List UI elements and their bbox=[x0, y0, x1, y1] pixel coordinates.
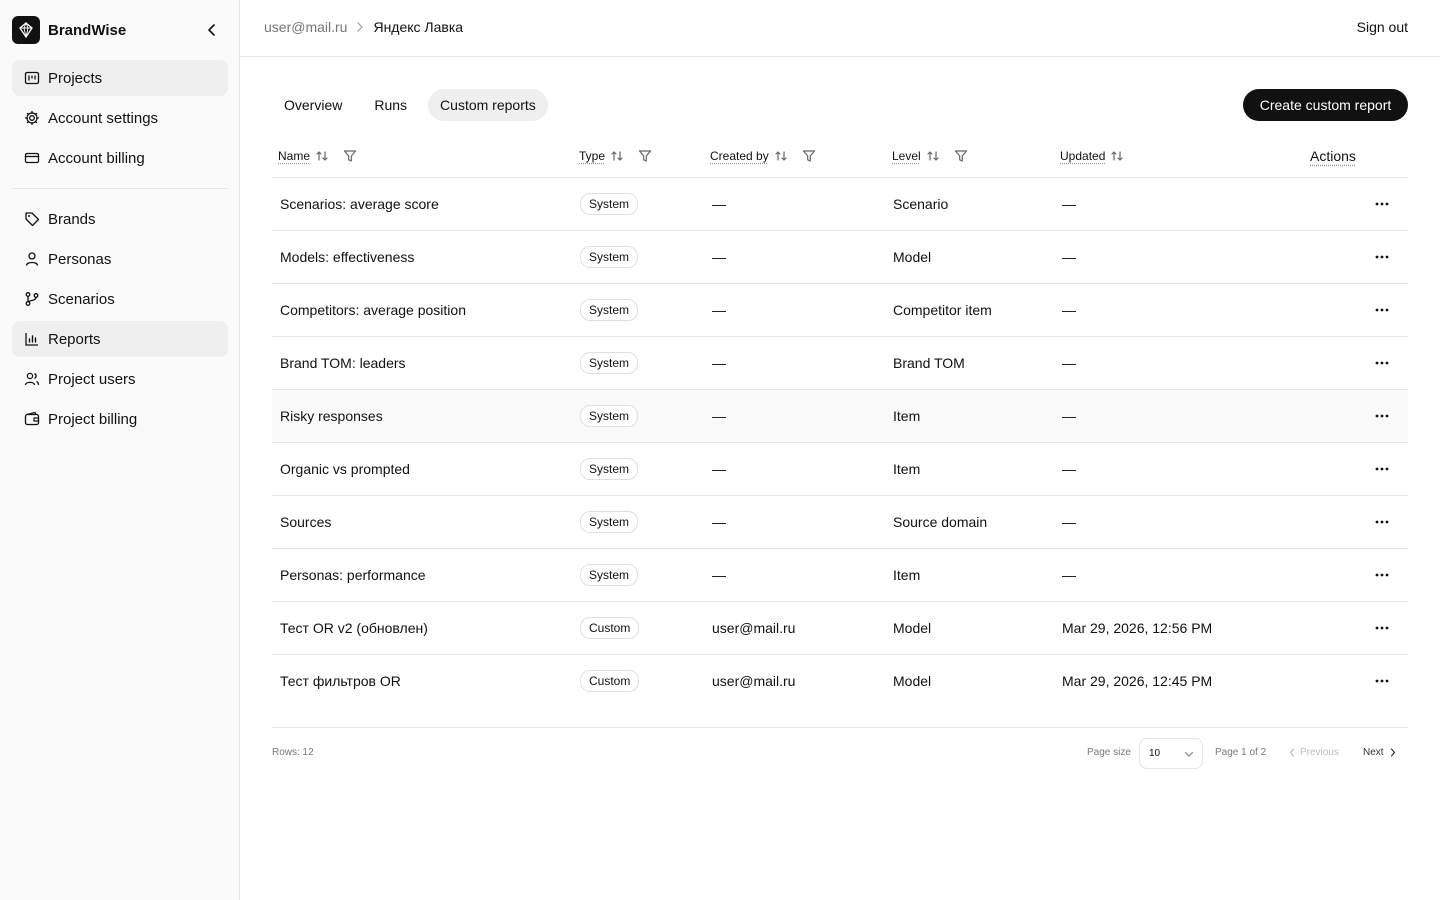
more-actions-icon[interactable] bbox=[1372, 247, 1392, 267]
report-name[interactable]: Scenarios: average score bbox=[280, 196, 439, 212]
sidebar-item-label: Scenarios bbox=[48, 290, 115, 308]
sidebar-item-label: Brands bbox=[48, 210, 96, 228]
filter-icon[interactable] bbox=[343, 149, 357, 163]
updated: — bbox=[1062, 196, 1076, 212]
report-name[interactable]: Sources bbox=[280, 514, 332, 530]
updated: Mar 29, 2026, 12:56 PM bbox=[1062, 620, 1213, 636]
column-header-level bbox=[892, 149, 968, 163]
sidebar-item-account-settings[interactable] bbox=[12, 100, 228, 136]
git-branch-icon bbox=[24, 291, 40, 307]
report-name[interactable]: Competitors: average position bbox=[280, 302, 466, 318]
sign-out-button[interactable]: Sign out bbox=[1356, 19, 1408, 35]
sort-icon[interactable] bbox=[315, 149, 329, 163]
filter-icon[interactable] bbox=[802, 149, 816, 163]
brand-header bbox=[12, 16, 228, 44]
type-badge: System bbox=[580, 511, 638, 533]
sidebar-item-project-billing[interactable] bbox=[12, 401, 228, 437]
collapse-sidebar-button[interactable] bbox=[202, 20, 222, 40]
filter-icon[interactable] bbox=[954, 149, 968, 163]
next-label: Next bbox=[1363, 747, 1384, 758]
top-bar bbox=[240, 0, 1440, 57]
sidebar-item-project-users[interactable] bbox=[12, 361, 228, 397]
more-actions-icon[interactable] bbox=[1372, 671, 1392, 691]
credit-card-icon bbox=[24, 150, 40, 166]
level: Model bbox=[893, 249, 932, 265]
projects-icon bbox=[24, 70, 40, 86]
column-header-name bbox=[278, 149, 357, 163]
created-by: user@mail.ru bbox=[712, 620, 796, 636]
level: Competitor item bbox=[893, 302, 992, 318]
more-actions-icon[interactable] bbox=[1372, 512, 1392, 532]
report-name[interactable]: Brand TOM: leaders bbox=[280, 355, 406, 371]
breadcrumb-user[interactable]: user@mail.ru bbox=[264, 19, 348, 35]
sidebar-item-account-billing[interactable] bbox=[12, 140, 228, 176]
sort-icon[interactable] bbox=[926, 149, 940, 163]
created-by: — bbox=[712, 461, 726, 477]
gear-icon bbox=[24, 110, 40, 126]
page-size-label: Page size bbox=[1087, 747, 1131, 758]
sidebar-item-label: Account billing bbox=[48, 149, 145, 167]
report-name[interactable]: Тест фильтров OR bbox=[280, 673, 401, 689]
type-badge: System bbox=[580, 246, 638, 268]
type-badge: Custom bbox=[580, 670, 639, 692]
table-row[interactable] bbox=[272, 178, 1408, 231]
project-nav bbox=[12, 201, 228, 441]
level: Model bbox=[893, 620, 932, 636]
tabs bbox=[272, 89, 548, 121]
page-info: Page 1 of 2 bbox=[1215, 747, 1267, 758]
sort-icon[interactable] bbox=[1110, 149, 1124, 163]
updated: — bbox=[1062, 567, 1076, 583]
page-size-select[interactable] bbox=[1139, 738, 1203, 769]
table-header bbox=[272, 137, 1408, 178]
more-actions-icon[interactable] bbox=[1372, 565, 1392, 585]
type-badge: System bbox=[580, 458, 638, 480]
sidebar-item-label: Personas bbox=[48, 250, 112, 268]
chevron-down-icon bbox=[1184, 749, 1194, 762]
created-by: — bbox=[712, 249, 726, 265]
sidebar-item-projects[interactable] bbox=[12, 60, 228, 96]
users-icon bbox=[24, 371, 40, 387]
level: Item bbox=[893, 408, 921, 424]
updated: — bbox=[1062, 302, 1076, 318]
table-row[interactable] bbox=[272, 337, 1408, 390]
tab-custom-reports[interactable]: Custom reports bbox=[428, 89, 548, 121]
created-by: — bbox=[712, 514, 726, 530]
report-name[interactable]: Organic vs prompted bbox=[280, 461, 410, 477]
updated: Mar 29, 2026, 12:45 PM bbox=[1062, 673, 1213, 689]
sidebar-item-label: Reports bbox=[48, 330, 101, 348]
table-row[interactable] bbox=[272, 390, 1408, 443]
created-by: — bbox=[712, 408, 726, 424]
create-custom-report-button[interactable]: Create custom report bbox=[1243, 89, 1408, 121]
type-badge: System bbox=[580, 564, 638, 586]
tab-runs[interactable]: Runs bbox=[374, 97, 408, 113]
previous-page-button[interactable] bbox=[1289, 747, 1339, 758]
sidebar-item-label: Project users bbox=[48, 370, 136, 388]
sidebar-item-label: Project billing bbox=[48, 410, 138, 428]
updated: — bbox=[1062, 408, 1076, 424]
created-by: — bbox=[712, 302, 726, 318]
tag-icon bbox=[24, 211, 40, 227]
reports-table bbox=[272, 137, 1408, 708]
report-name[interactable]: Personas: performance bbox=[280, 567, 426, 583]
wallet-icon bbox=[24, 411, 40, 427]
page-size-value: 10 bbox=[1149, 748, 1161, 759]
chevron-left-icon bbox=[205, 23, 219, 37]
sidebar-item-reports[interactable] bbox=[12, 321, 228, 357]
table-row[interactable] bbox=[272, 549, 1408, 602]
sidebar-divider bbox=[12, 188, 228, 189]
updated: — bbox=[1062, 461, 1076, 477]
more-actions-icon[interactable] bbox=[1372, 459, 1392, 479]
created-by: — bbox=[712, 567, 726, 583]
type-badge: System bbox=[580, 299, 638, 321]
sort-icon[interactable] bbox=[610, 149, 624, 163]
breadcrumb bbox=[264, 19, 463, 35]
chevron-right-icon bbox=[1390, 748, 1396, 757]
more-actions-icon[interactable] bbox=[1372, 300, 1392, 320]
sidebar bbox=[0, 0, 240, 900]
column-header-type bbox=[579, 149, 652, 163]
type-badge: System bbox=[580, 193, 638, 215]
more-actions-icon[interactable] bbox=[1372, 406, 1392, 426]
updated: — bbox=[1062, 355, 1076, 371]
report-name[interactable]: Тест OR v2 (обновлен) bbox=[280, 620, 428, 636]
tab-overview[interactable]: Overview bbox=[284, 97, 343, 113]
level: Scenario bbox=[893, 196, 949, 212]
sort-icon[interactable] bbox=[774, 149, 788, 163]
column-header-created-by bbox=[710, 149, 816, 163]
chevron-left-icon bbox=[1289, 748, 1295, 757]
table-row[interactable] bbox=[272, 284, 1408, 337]
created-by: — bbox=[712, 196, 726, 212]
table-row[interactable] bbox=[272, 602, 1408, 655]
level: Item bbox=[893, 461, 921, 477]
created-by: — bbox=[712, 355, 726, 371]
sidebar-item-label: Projects bbox=[48, 69, 103, 87]
table-row[interactable] bbox=[272, 496, 1408, 549]
table-row[interactable] bbox=[272, 443, 1408, 496]
level: Brand TOM bbox=[893, 355, 965, 371]
sidebar-item-brands[interactable] bbox=[12, 201, 228, 237]
more-actions-icon[interactable] bbox=[1372, 618, 1392, 638]
breadcrumb-project: Яндекс Лавка bbox=[373, 19, 464, 35]
sidebar-item-scenarios[interactable] bbox=[12, 281, 228, 317]
column-created-by-label[interactable]: Created by bbox=[710, 149, 769, 163]
level: Item bbox=[893, 567, 921, 583]
more-actions-icon[interactable] bbox=[1372, 194, 1392, 214]
report-name[interactable]: Risky responses bbox=[280, 408, 383, 424]
more-actions-icon[interactable] bbox=[1372, 353, 1392, 373]
brand-logo-icon bbox=[12, 16, 40, 44]
next-page-button[interactable] bbox=[1363, 747, 1396, 758]
bar-chart-icon bbox=[24, 331, 40, 347]
table-row[interactable] bbox=[272, 655, 1408, 708]
updated: — bbox=[1062, 514, 1076, 530]
column-name-label[interactable]: Name bbox=[278, 149, 311, 163]
column-level-label[interactable]: Level bbox=[892, 149, 921, 163]
created-by: user@mail.ru bbox=[712, 673, 796, 689]
table-footer-divider bbox=[272, 727, 1408, 728]
report-name[interactable]: Models: effectiveness bbox=[280, 249, 415, 265]
level: Source domain bbox=[893, 514, 988, 530]
table-row[interactable] bbox=[272, 231, 1408, 284]
previous-label: Previous bbox=[1300, 747, 1339, 758]
brand-name: BrandWise bbox=[48, 21, 127, 39]
updated: — bbox=[1062, 249, 1076, 265]
filter-icon[interactable] bbox=[638, 149, 652, 163]
sidebar-item-personas[interactable] bbox=[12, 241, 228, 277]
user-icon bbox=[24, 251, 40, 267]
sidebar-item-label: Account settings bbox=[48, 109, 159, 127]
column-actions-label: Actions bbox=[1310, 148, 1356, 164]
rows-count: Rows: 12 bbox=[272, 747, 314, 758]
type-badge: System bbox=[580, 405, 638, 427]
account-nav bbox=[12, 60, 228, 180]
column-updated-label[interactable]: Updated bbox=[1060, 149, 1106, 163]
chevron-right-icon bbox=[356, 22, 364, 32]
level: Model bbox=[893, 673, 932, 689]
type-badge: Custom bbox=[580, 617, 639, 639]
column-header-updated bbox=[1060, 149, 1124, 163]
type-badge: System bbox=[580, 352, 638, 374]
column-type-label[interactable]: Type bbox=[579, 149, 606, 163]
